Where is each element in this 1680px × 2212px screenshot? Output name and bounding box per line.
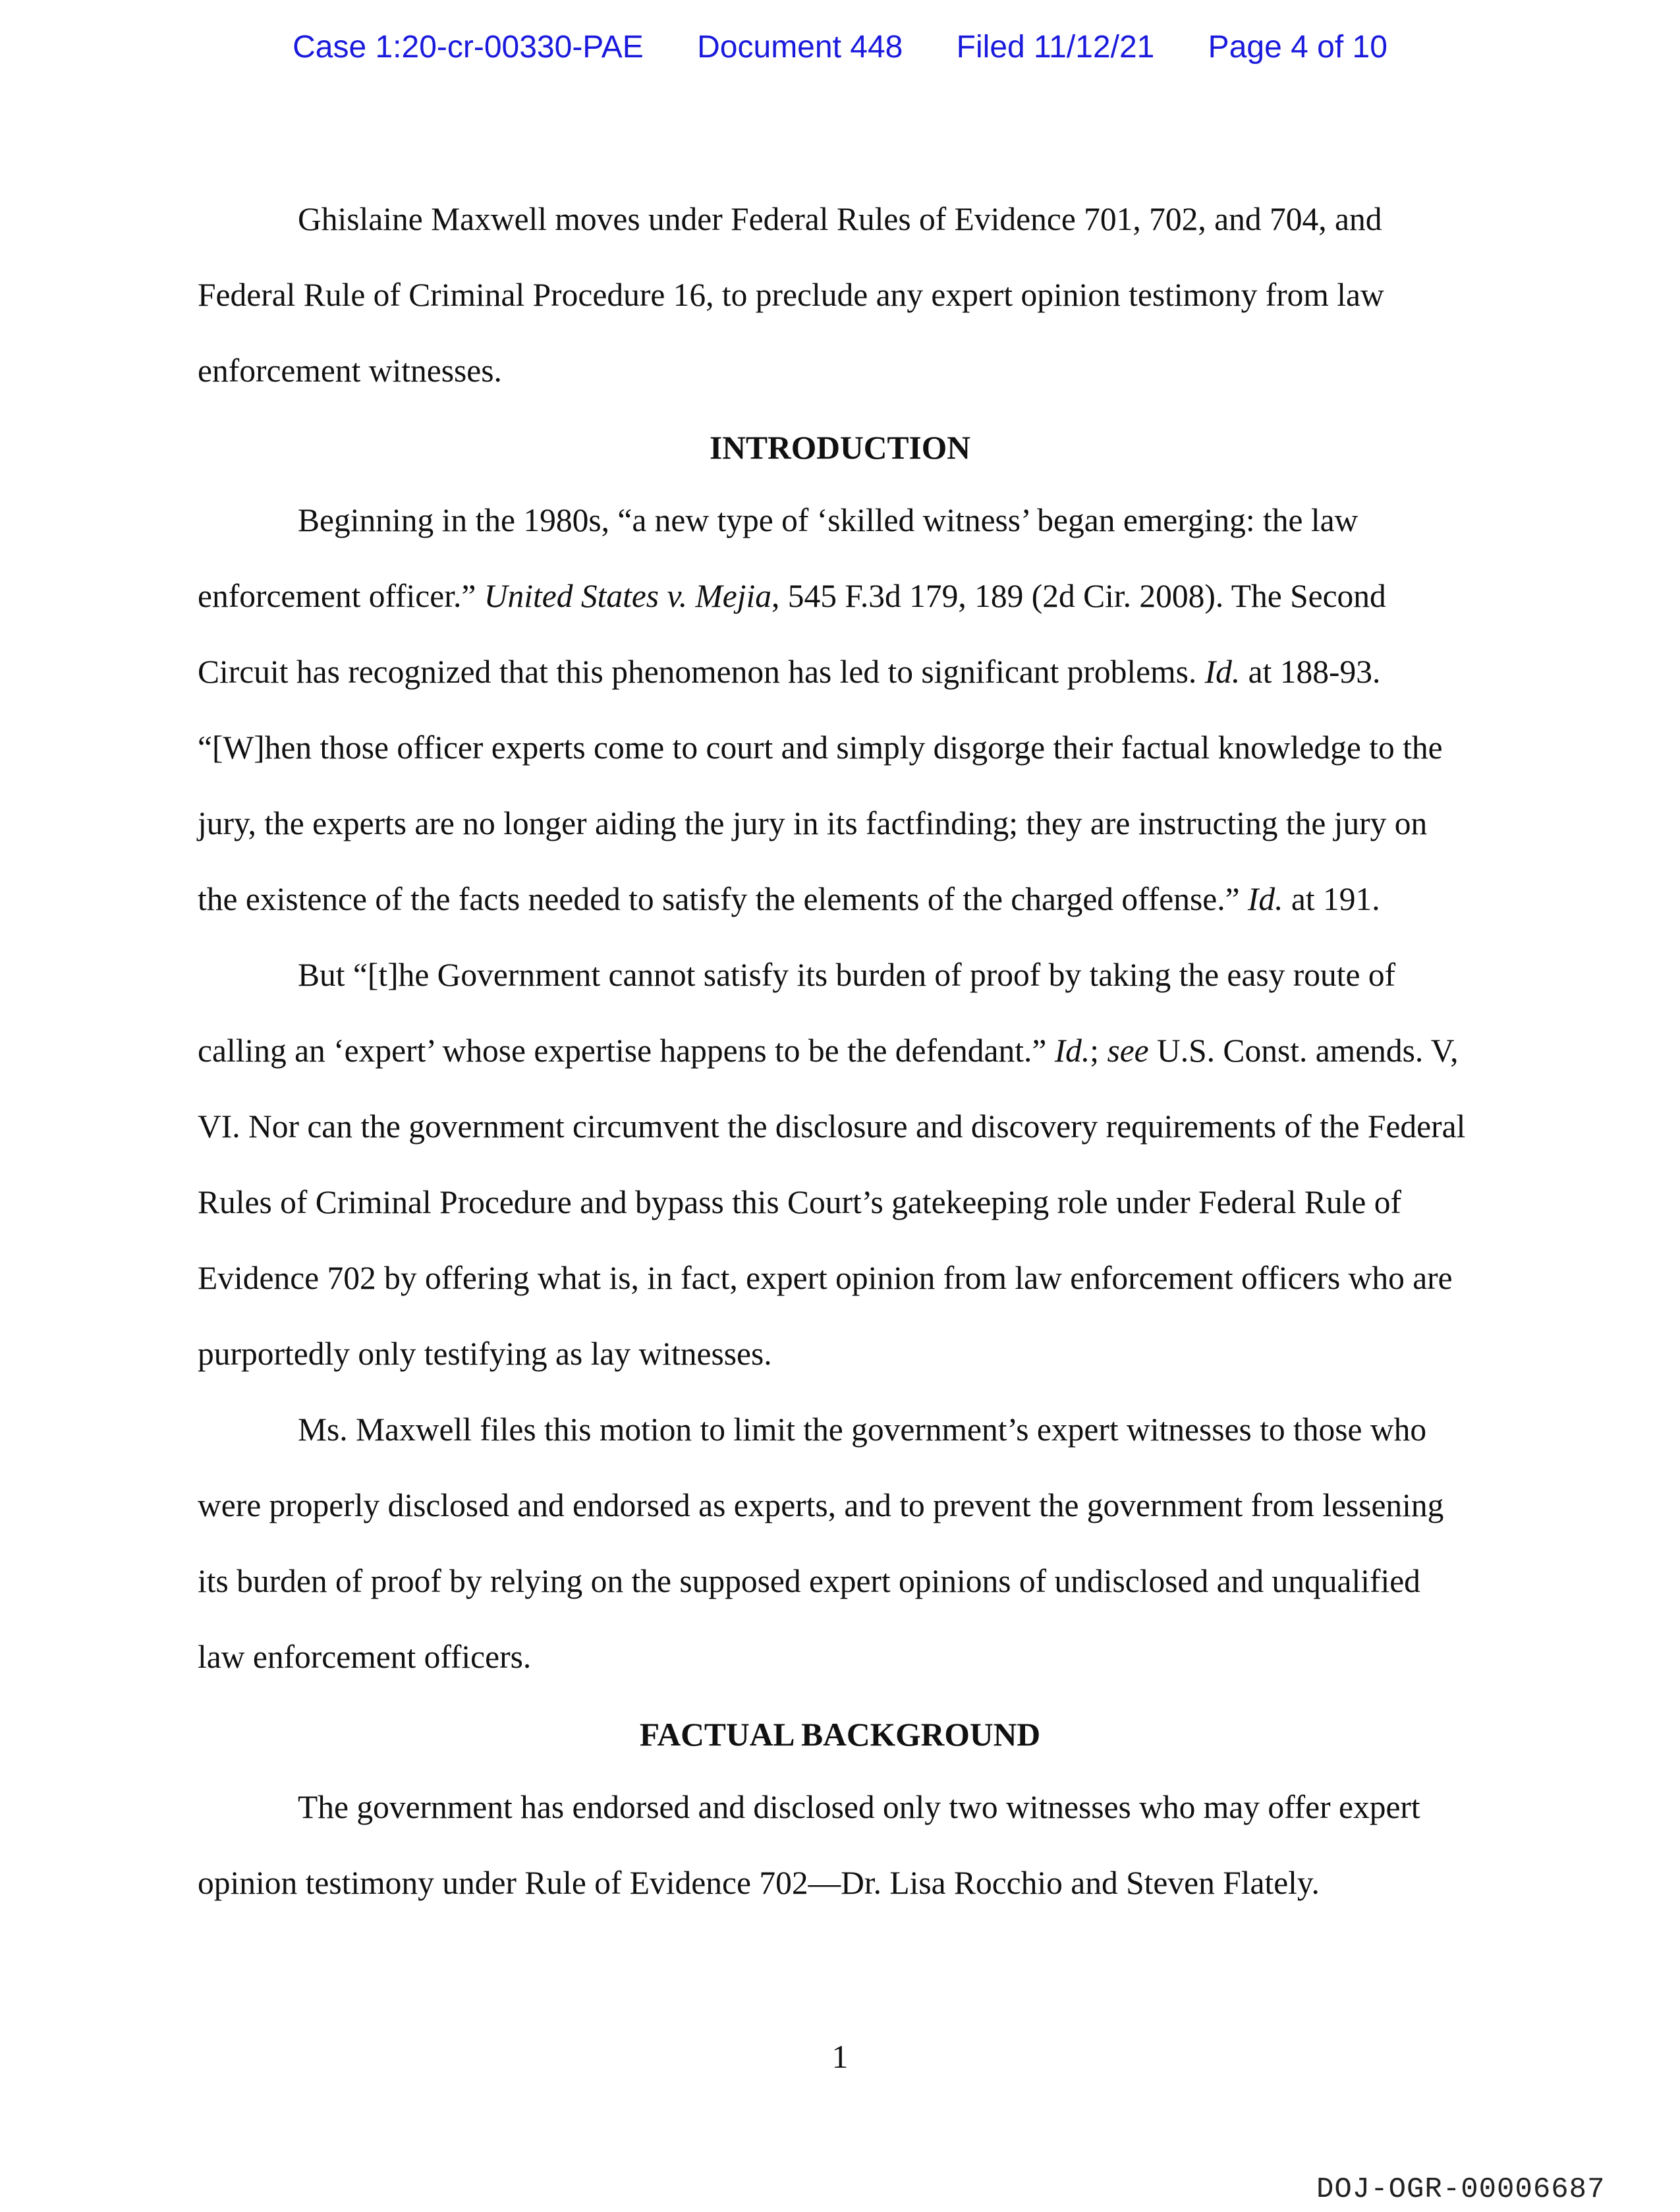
text-run: calling an ‘expert’ whose expertise happens to be the defendant.” [198,1033,1055,1069]
text-line: its burden of proof by relying on the supposed expert opinions of undisclosed and unqualified [198,1563,1420,1599]
text-line [198,861,1489,937]
text-run: Circuit has recognized that this phenomenon has led to significant problems. [198,654,1205,690]
text-run: U.S. Const. amends. V, [1148,1033,1459,1069]
text-run: the existence of the facts needed to satisfy the elements of the charged offense.” [198,881,1248,917]
page-indicator: Page 4 of 10 [1208,30,1387,65]
text-line: Beginning in the 1980s, “a new type of ‘skilled witness’ began emerging: the law [298,502,1358,538]
case-citation: United States v. Mejia [484,578,771,614]
text-run: ; [1090,1033,1107,1069]
text-line: purportedly only testifying as lay witnesses. [198,1336,772,1372]
id-citation: Id. [1204,654,1241,690]
text-line: were properly disclosed and endorsed as experts, and to prevent the government from lessening [198,1487,1444,1523]
text-line: enforcement witnesses. [198,353,502,389]
text-line [198,558,1489,634]
document-number: Document 448 [697,30,903,65]
text-run: , 545 F.3d 179, 189 (2d Cir. 2008). The Second [771,578,1386,614]
text-line [198,634,1489,710]
text-run: enforcement officer.” [198,578,484,614]
introduction-paragraph-3 [198,1392,1489,1695]
text-line: Evidence 702 by offering what is, in fact, expert opinion from law enforcement officers who are [198,1260,1453,1296]
text-line: jury, the experts are no longer aiding the jury in its factfinding; they are instructing the jury on [198,805,1428,841]
filed-date: Filed 11/12/21 [956,30,1155,65]
section-heading-introduction: INTRODUCTION [709,430,971,466]
text-run: at 188-93. [1240,654,1381,690]
text-line: Rules of Criminal Procedure and bypass this Court’s gatekeeping role under Federal Rule of [198,1184,1401,1220]
text-line: Federal Rule of Criminal Procedure 16, to preclude any expert opinion testimony from law [198,277,1384,313]
page-number: 1 [831,2038,849,2075]
opening-paragraph [198,181,1489,409]
text-line: Ghislaine Maxwell moves under Federal Rules of Evidence 701, 702, and 704, and [298,201,1382,237]
text-line: The government has endorsed and disclosed only two witnesses who may offer expert [298,1789,1420,1825]
text-line: “[W]hen those officer experts come to court and simply disgorge their factual knowledge to the [198,729,1443,766]
bates-stamp: DOJ-OGR-00006687 [1316,2173,1606,2206]
introduction-paragraph-1 [198,482,1489,937]
text-line: opinion testimony under Rule of Evidence 702—Dr. Lisa Rocchio and Steven Flately. [198,1865,1320,1901]
text-line [198,1013,1489,1089]
factual-background-paragraph [198,1769,1489,1921]
text-line: law enforcement officers. [198,1639,532,1675]
case-number: Case 1:20-cr-00330-PAE [293,30,644,65]
see-signal: see [1107,1033,1149,1069]
id-citation: Id. [1247,881,1283,917]
text-run: at 191. [1283,881,1380,917]
section-heading-factual-background: FACTUAL BACKGROUND [639,1716,1041,1753]
text-line: But “[t]he Government cannot satisfy its burden of proof by taking the easy route of [298,957,1396,993]
text-line: Ms. Maxwell files this motion to limit the government’s expert witnesses to those who [298,1411,1427,1448]
text-line: VI. Nor can the government circumvent the disclosure and discovery requirements of the Federal [198,1108,1466,1145]
introduction-paragraph-2 [198,937,1489,1392]
id-citation: Id. [1054,1033,1090,1069]
